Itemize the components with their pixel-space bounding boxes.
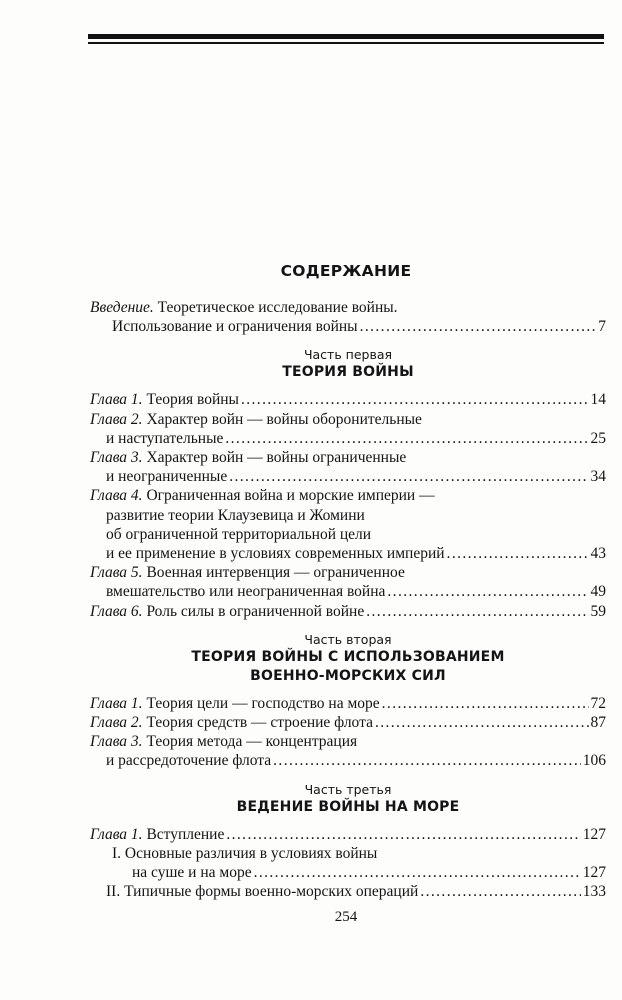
entry-label: Глава 1. [90, 825, 143, 843]
page-number: 43 [590, 545, 606, 563]
dot-leader [447, 544, 589, 563]
entry-title: Роль силы в ограниченной войне [146, 602, 365, 620]
toc-entry-cont [90, 506, 606, 525]
entry-title: и рассредоточение флота [106, 752, 272, 770]
page-number: 59 [590, 602, 606, 620]
top-rule-thin [88, 42, 604, 44]
entry-label: Глава 1. [90, 391, 143, 409]
entry-title: Вступление [146, 825, 225, 843]
page-number: 34 [590, 468, 606, 486]
entry-title: на суше и на море [132, 864, 252, 882]
entry-title: I. Основные различия в условиях войны [112, 844, 378, 862]
toc-entry-cont[interactable] [90, 751, 606, 770]
toc-entry[interactable] [90, 410, 606, 429]
page-title: СОДЕРЖАНИЕ [280, 262, 412, 280]
entry-label: Глава 2. [90, 714, 143, 732]
entry-title: Теория цели — господство на море [146, 694, 380, 712]
entry-title: развитие теории Клаузевица и Жомини [106, 506, 365, 524]
entry-title: Теория средств — строение флота [146, 714, 373, 732]
entry-title: об ограниченной территориальной цели [106, 525, 372, 543]
entry-label: Глава 6. [90, 602, 143, 620]
toc-entry-cont [90, 525, 606, 544]
entry-title: и неограниченные [106, 468, 228, 486]
toc-entry[interactable] [90, 713, 606, 732]
entry-title: Военная интервенция — ограниченное [146, 564, 405, 582]
toc-entry[interactable] [90, 390, 606, 409]
dot-leader [229, 467, 588, 486]
dot-leader [360, 317, 597, 336]
entry-label: Введение. [90, 299, 154, 316]
dot-leader [387, 582, 588, 601]
part-title: ВОЕННО-МОРСКИХ СИЛ [250, 667, 446, 684]
dot-leader [273, 751, 581, 770]
entry-title: Использование и ограничения войны [112, 318, 358, 336]
entry-title: и ее применение в условиях современных империй [106, 545, 445, 563]
page-number: 87 [590, 714, 606, 732]
part-heading-1 [90, 346, 606, 382]
entry-label: Глава 1. [90, 694, 143, 712]
page-number: 127 [582, 864, 606, 882]
part-number: Часть вторая [304, 631, 392, 647]
part-title: ВЕДЕНИЕ ВОЙНЫ НА МОРЕ [236, 798, 460, 815]
toc-entry-intro[interactable] [90, 298, 606, 317]
dot-leader [225, 429, 588, 448]
entry-title: II. Типичные формы военно-морских операций [106, 883, 419, 901]
entry-label: Глава 3. [90, 733, 143, 751]
toc-entry[interactable] [90, 844, 606, 863]
dot-leader [254, 863, 581, 882]
toc-entry[interactable] [90, 732, 606, 751]
entry-label: Глава 5. [90, 564, 143, 582]
entry-title: Теория метода — концентрация [146, 733, 358, 751]
page-number: 49 [590, 583, 606, 601]
dot-leader [226, 825, 580, 844]
entry-title: Теоретическое исследование войны. [157, 299, 398, 316]
toc-entry[interactable] [90, 825, 606, 844]
part-heading-2 [90, 631, 606, 686]
toc-entry-intro-cont[interactable] [90, 317, 606, 336]
table-of-contents [90, 298, 606, 901]
page-number: 106 [582, 752, 606, 770]
page-number: 133 [582, 883, 606, 901]
dot-leader [382, 694, 589, 713]
part-title: ТЕОРИЯ ВОЙНЫ [282, 364, 414, 381]
entry-title: Теория войны [146, 391, 239, 409]
entry-label: Глава 3. [90, 449, 143, 467]
toc-entry[interactable] [90, 563, 606, 582]
toc-entry[interactable] [90, 486, 606, 505]
toc-entry[interactable] [90, 882, 606, 901]
entry-label: Глава 2. [90, 410, 143, 428]
page-number: 72 [590, 694, 606, 712]
toc-entry-cont[interactable] [90, 429, 606, 448]
toc-entry[interactable] [90, 602, 606, 621]
part-heading-3 [90, 781, 606, 817]
dot-leader [375, 713, 589, 732]
entry-title: Характер войн — войны ограниченные [146, 449, 407, 467]
entry-title: и наступательные [106, 429, 224, 447]
part-title: ТЕОРИЯ ВОЙНЫ С ИСПОЛЬЗОВАНИЕМ [191, 648, 505, 665]
page-number-footer: 254 [334, 909, 358, 925]
entry-label: Глава 4. [90, 487, 143, 505]
dot-leader [366, 602, 588, 621]
page-number: 127 [582, 825, 606, 843]
entry-title: вмешательство или неограниченная война [106, 583, 386, 601]
part-number: Часть третья [304, 781, 392, 797]
toc-entry-cont[interactable] [90, 582, 606, 601]
dot-leader [241, 390, 589, 409]
entry-title: Характер войн — войны оборонительные [146, 410, 422, 428]
toc-entry-cont[interactable] [90, 544, 606, 563]
page-number: 25 [590, 429, 606, 447]
dot-leader [420, 882, 580, 901]
page-number: 14 [590, 391, 606, 409]
toc-entry-cont[interactable] [90, 467, 606, 486]
toc-entry-cont[interactable] [90, 863, 606, 882]
toc-entry[interactable] [90, 448, 606, 467]
page-number: 7 [598, 318, 606, 336]
entry-title: Ограниченная война и морские империи — [146, 487, 435, 505]
toc-entry[interactable] [90, 694, 606, 713]
top-rule-thick [88, 34, 604, 39]
part-number: Часть первая [303, 347, 393, 363]
